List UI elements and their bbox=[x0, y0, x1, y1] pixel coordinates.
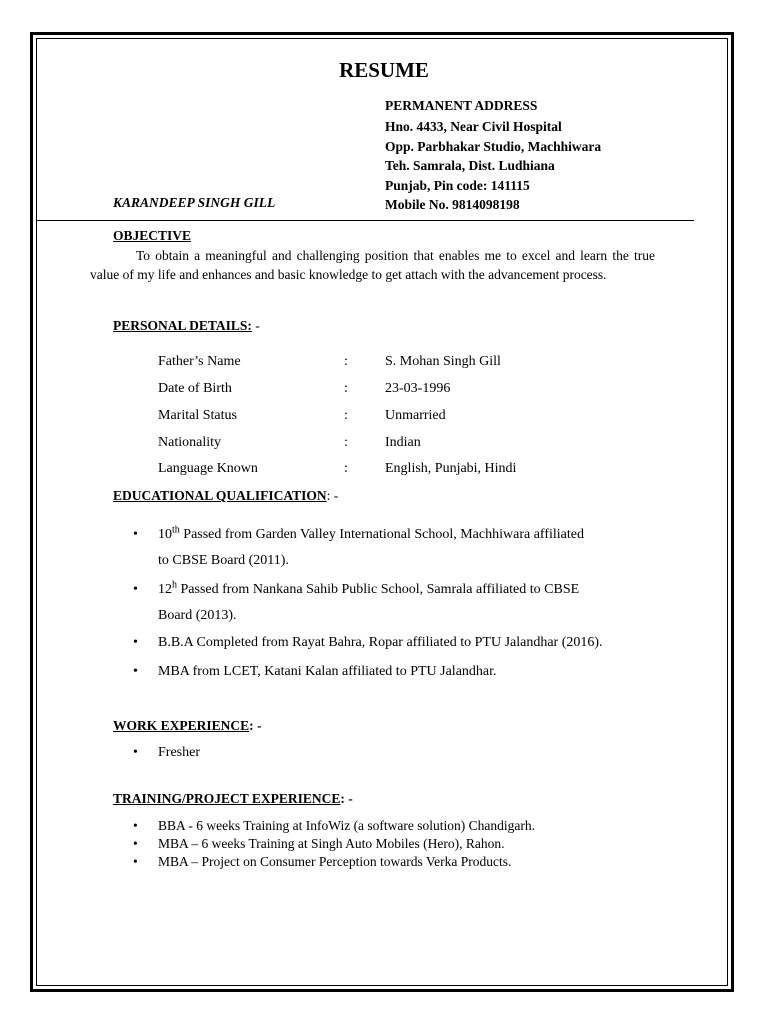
detail-value: English, Punjabi, Hindi bbox=[385, 461, 517, 476]
detail-label: Date of Birth bbox=[158, 381, 232, 396]
mobile-number: Mobile No. 9814098198 bbox=[385, 197, 520, 212]
objective-text bbox=[90, 247, 655, 284]
heading-suffix: - bbox=[251, 318, 260, 333]
education-detail: Passed from Nankana Sahib Public School, Samrala affiliated to CBSE bbox=[177, 582, 580, 597]
bullet: • bbox=[133, 635, 138, 650]
detail-colon: : bbox=[344, 435, 348, 450]
objective-heading-text: OBJECTIVE bbox=[113, 228, 192, 243]
detail-label: Father’s Name bbox=[158, 354, 241, 369]
detail-label: Marital Status bbox=[158, 408, 237, 423]
training-item: MBA – 6 weeks Training at Singh Auto Mobiles (Hero), Rahon. bbox=[158, 836, 505, 851]
education-level: 10 bbox=[158, 527, 172, 542]
education-item: B.B.A Completed from Rayat Bahra, Ropar affiliated to PTU Jalandhar (2016). bbox=[158, 635, 603, 650]
education-level: 12 bbox=[158, 582, 172, 597]
address-line: Teh. Samrala, Dist. Ludhiana bbox=[385, 158, 555, 173]
address-line: Punjab, Pin code: 141115 bbox=[385, 178, 530, 193]
education-item bbox=[158, 523, 584, 547]
detail-colon: : bbox=[344, 381, 348, 396]
education-heading bbox=[113, 488, 338, 504]
education-heading-text: EDUCATIONAL QUALIFICATION bbox=[113, 488, 327, 503]
detail-label: Nationality bbox=[158, 435, 221, 450]
bullet: • bbox=[133, 527, 138, 542]
work-experience-heading bbox=[113, 718, 262, 734]
education-item: MBA from LCET, Katani Kalan affiliated to PTU Jalandhar. bbox=[158, 664, 497, 679]
header-divider bbox=[37, 220, 694, 221]
detail-label: Language Known bbox=[158, 461, 258, 476]
bullet: • bbox=[133, 664, 138, 679]
training-item: MBA – Project on Consumer Perception towards Verka Products. bbox=[158, 854, 512, 869]
training-heading bbox=[113, 791, 353, 807]
bullet: • bbox=[133, 854, 138, 869]
work-item: Fresher bbox=[158, 745, 200, 760]
candidate-name: KARANDEEP SINGH GILL bbox=[113, 195, 276, 210]
objective-paragraph: To obtain a meaningful and challenging position that enables me to excel and learn the true value of my life and enhances and basic knowledge to get attach with the advancement process. bbox=[90, 248, 655, 282]
education-item bbox=[158, 578, 579, 602]
education-item-continued: to CBSE Board (2011). bbox=[158, 553, 289, 568]
training-item: BBA - 6 weeks Training at InfoWiz (a software solution) Chandigarh. bbox=[158, 818, 536, 833]
work-experience-heading-text: WORK EXPERIENCE bbox=[113, 718, 250, 733]
bullet: • bbox=[133, 582, 138, 597]
heading-suffix: : - bbox=[249, 718, 262, 733]
education-detail: Passed from Garden Valley International School, Machhiwara affiliated bbox=[179, 527, 584, 542]
detail-value: Unmarried bbox=[385, 408, 446, 423]
bullet: • bbox=[133, 836, 138, 851]
detail-value: S. Mohan Singh Gill bbox=[385, 354, 501, 369]
heading-suffix: : - bbox=[340, 791, 353, 806]
bullet: • bbox=[133, 745, 138, 760]
personal-details-heading bbox=[113, 318, 260, 334]
resume-title: RESUME bbox=[339, 58, 429, 82]
training-heading-text: TRAINING/PROJECT EXPERIENCE bbox=[113, 791, 341, 806]
detail-colon: : bbox=[344, 354, 348, 369]
personal-details-heading-text: PERSONAL DETAILS: bbox=[113, 318, 252, 333]
detail-colon: : bbox=[344, 408, 348, 423]
objective-heading bbox=[113, 228, 191, 244]
detail-value: Indian bbox=[385, 435, 421, 450]
bullet: • bbox=[133, 818, 138, 833]
heading-suffix: : - bbox=[326, 488, 339, 503]
address-line: Hno. 4433, Near Civil Hospital bbox=[385, 119, 562, 134]
ordinal-suffix: th bbox=[172, 524, 180, 536]
address-heading: PERMANENT ADDRESS bbox=[385, 98, 538, 113]
ordinal-suffix: h bbox=[172, 579, 177, 591]
detail-value: 23-03-1996 bbox=[385, 381, 451, 396]
detail-colon: : bbox=[344, 461, 348, 476]
address-line: Opp. Parbhakar Studio, Machhiwara bbox=[385, 139, 602, 154]
education-item-continued: Board (2013). bbox=[158, 608, 237, 623]
